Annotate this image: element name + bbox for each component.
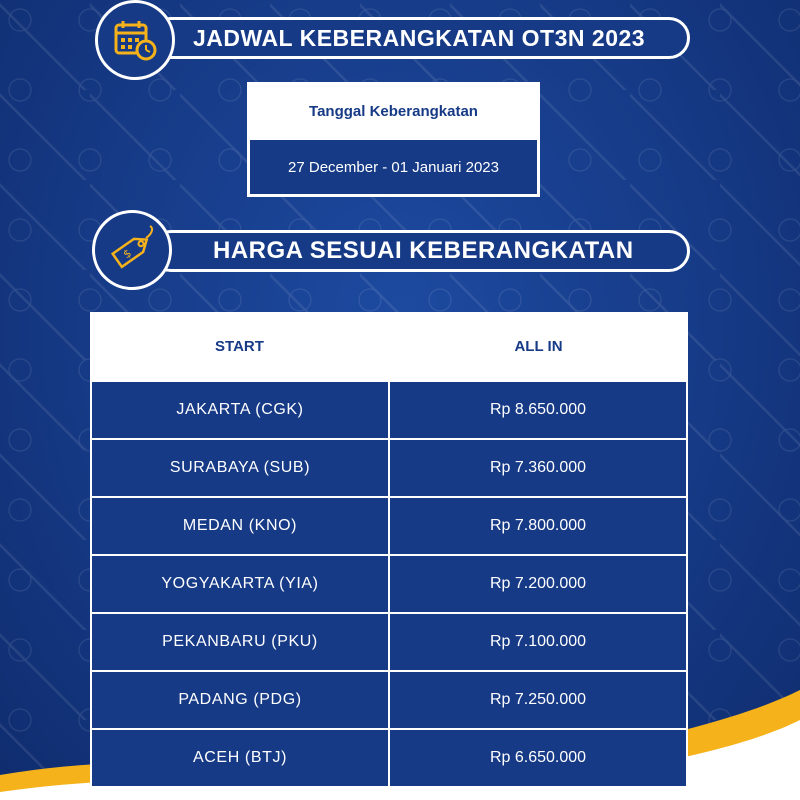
table-row: [90, 612, 688, 670]
row-city: JAKARTA (CGK): [90, 382, 389, 438]
row-price: Rp 7.250.000: [389, 672, 688, 728]
header-all-in: ALL IN: [514, 337, 563, 355]
table-row: [90, 670, 688, 728]
schedule-title: JADWAL KEBERANGKATAN OT3N 2023: [193, 24, 646, 51]
row-price: Rp 6.650.000: [389, 730, 688, 786]
row-city: MEDAN (KNO): [90, 498, 389, 554]
table-row: [90, 496, 688, 554]
row-price: Rp 7.100.000: [389, 614, 688, 670]
price-table: [90, 312, 688, 786]
price-title-pill: [150, 230, 690, 272]
svg-text:$: $: [120, 246, 134, 262]
table-row: [90, 554, 688, 612]
calendar-clock-icon: [95, 0, 175, 80]
table-header: [90, 312, 688, 380]
row-city: YOGYAKARTA (YIA): [90, 556, 389, 612]
row-city: PADANG (PDG): [90, 672, 389, 728]
header-start: START: [215, 337, 264, 355]
departure-date-label: Tanggal Keberangkatan: [309, 102, 478, 120]
row-city: PEKANBARU (PKU): [90, 614, 389, 670]
row-price: Rp 7.360.000: [389, 440, 688, 496]
row-price: Rp 8.650.000: [389, 382, 688, 438]
row-city: ACEH (BTJ): [90, 730, 389, 786]
price-tag-icon: [92, 210, 172, 290]
row-city: SURABAYA (SUB): [90, 440, 389, 496]
table-row: [90, 728, 688, 786]
row-price: Rp 7.200.000: [389, 556, 688, 612]
price-title: HARGA SESUAI KEBERANGKATAN: [213, 237, 634, 264]
departure-date-box: [247, 82, 540, 197]
schedule-title-pill: [150, 17, 690, 59]
row-price: Rp 7.800.000: [389, 498, 688, 554]
departure-date-value: 27 December - 01 Januari 2023: [250, 140, 537, 194]
table-row: [90, 438, 688, 496]
table-row: [90, 380, 688, 438]
